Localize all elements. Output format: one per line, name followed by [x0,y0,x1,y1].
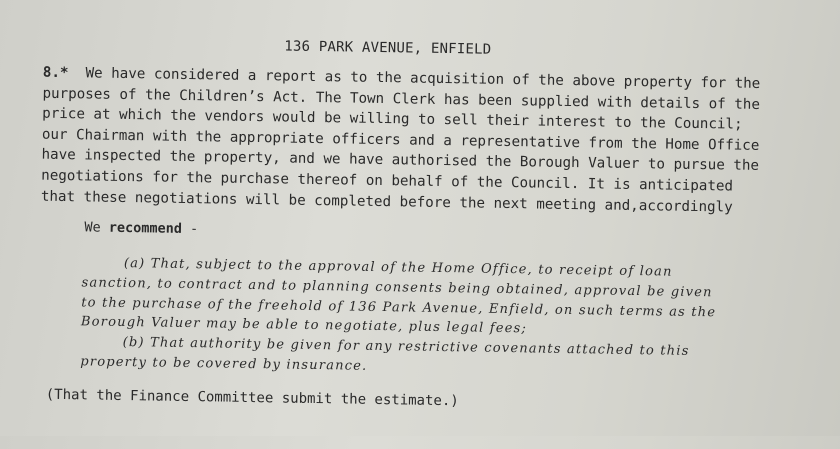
paragraph-line: negotiations for the purchase thereof on behalf of the Council. It is anticipated [41,167,734,195]
document-title: 136 PARK AVENUE, ENFIELD [284,38,492,58]
item-number: 8.* [42,64,69,82]
item-a-line: Borough Valuer may be able to negotiate, plus legal fees; [80,314,528,337]
paragraph-line: 8.* We have considered a report as to the acquisition of the above property for the [42,64,761,92]
paragraph-line: our Chairman with the appropriate officers and a representative from the Home Office [41,126,760,154]
recommend-heading: We recommend - [84,219,199,238]
paragraph-line: purposes of the Children’s Act. The Town Clerk has been supplied with details of the [42,85,761,113]
item-b-line: property to be covered by insurance. [80,354,368,374]
paragraph-line: that these negotiations will be completed before the next meeting and,accordingly [40,188,733,216]
paragraph-line: price at which the vendors would be willing to sell their interest to the Council; [42,105,743,133]
main-paragraph [41,63,803,219]
item-a-line: (a) That, subject to the approval of the Home Office, to receipt of loan [123,255,673,280]
item-a-line: sanction, to contract and to planning consents being obtained, approval be given [81,275,713,301]
finance-note: (That the Finance Committee submit the estimate.) [45,386,459,410]
item-b-line: (b) That authority be given for any restrictive covenants attached to this [122,335,690,360]
paragraph-line: have inspected the property, and we have authorised the Borough Valuer to pursue the [41,147,760,175]
item-a-line: to the purchase of the freehold of 136 Park Avenue, Enfield, on such terms as the [81,294,717,320]
recommendation-items [80,253,802,383]
recommend-word: recommend [108,219,183,237]
